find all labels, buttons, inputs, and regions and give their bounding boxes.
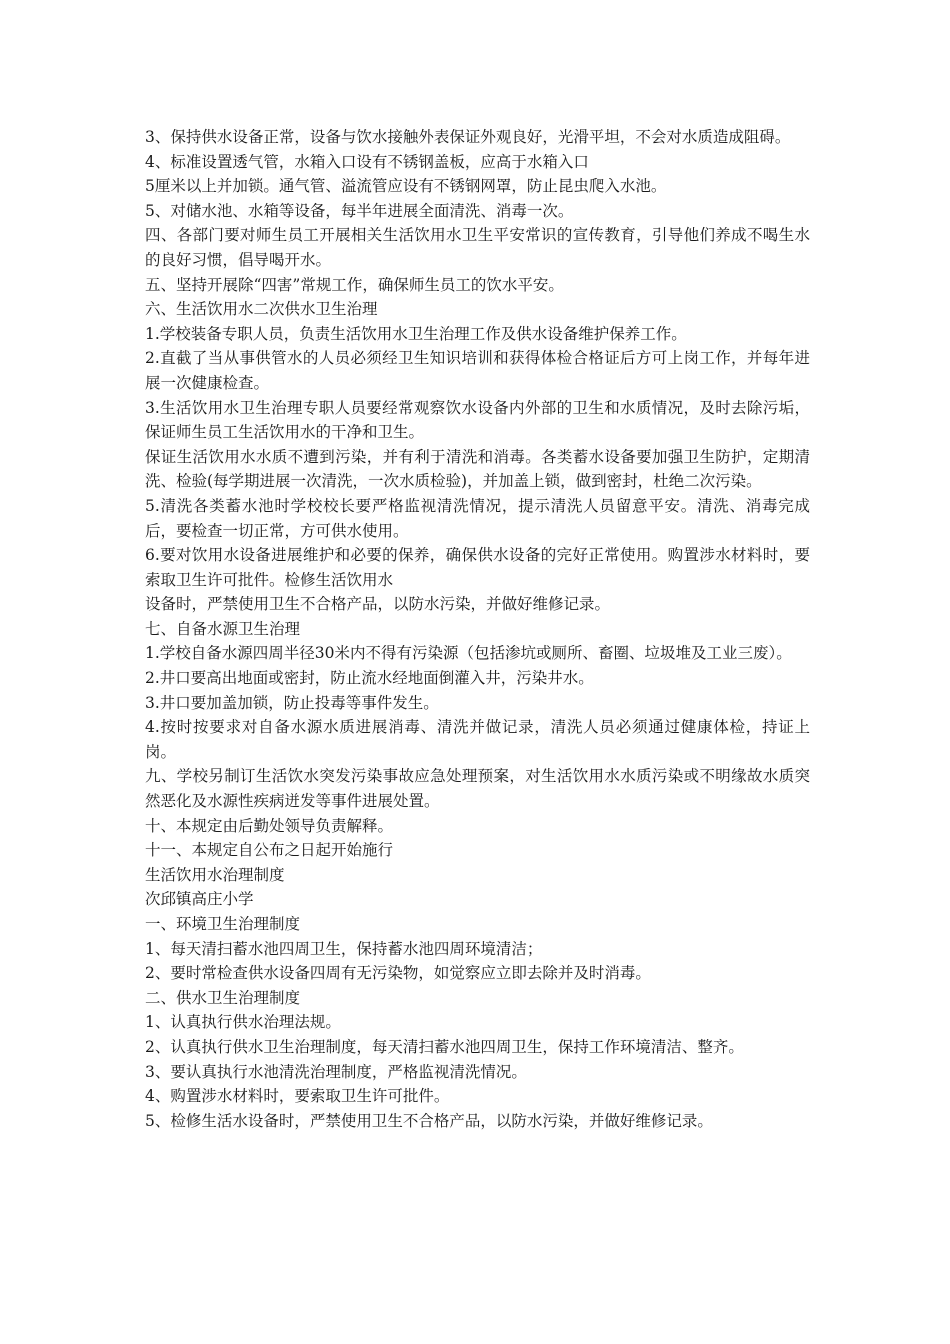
paragraph: 2、要时常检查供水设备四周有无污染物，如觉察应立即去除并及时消毒。 [145,964,651,983]
paragraph: 设备时，严禁使用卫生不合格产品，以防水污染，并做好维修记录。 [145,595,611,614]
section-heading: 二、供水卫生治理制度 [145,988,301,1007]
paragraph: 1.学校装备专职人员，负责生活饮用水卫生治理工作及供水设备维护保养工作。 [145,324,687,343]
section-heading: 七、自备水源卫生治理 [145,619,301,638]
paragraph: 1、认真执行供水治理法规。 [145,1013,341,1032]
paragraph: 5.清洗各类蓄水池时学校校长要严格监视清洗情况，提示清洗人员留意平安。清洗、消毒完成后，要检查一切正常，方可供水使用。 [145,496,810,540]
section-heading: 一、环境卫生治理制度 [145,915,301,933]
paragraph: 1.学校自备水源四周半径30米内不得有污染源（包括渗坑或厕所、畜圈、垃圾堆及工业三废）。 [145,644,792,663]
paragraph: 十、本规定由后勤处领导负责解释。 [145,816,394,835]
paragraph: 5厘米以上并加锁。通气管、溢流管应设有不锈钢网罩，防止昆虫爬入水池。 [145,177,667,196]
paragraph: 保证生活饮用水水质不遭到污染，并有利于清洗和消毒。各类蓄水设备要加强卫生防护，定期清洗、检验(每学期进展一次清洗，一次水质检验)，并加盖上锁，做到密封，杜绝二次污染。 [145,447,810,491]
paragraph: 九、学校另制订生活饮水突发污染事故应急处理预案，对生活饮用水水质污染或不明缘故水质突然恶化及水源性疾病迸发等事件进展处置。 [145,767,810,811]
paragraph: 4、购置涉水材料时，要索取卫生许可批件。 [145,1087,450,1106]
paragraph: 四、各部门要对师生员工开展相关生活饮用水卫生平安常识的宣传教育，引导他们养成不喝生水的良好习惯，倡导喝开水。 [145,226,810,269]
section-heading: 六、生活饮用水二次供水卫生治理 [145,300,378,319]
paragraph: 五、坚持开展除“四害”常规工作，确保师生员工的饮水平安。 [145,275,564,294]
paragraph: 3.生活饮用水卫生治理专职人员要经常观察饮水设备内外部的卫生和水质情况，及时去除污垢，保证师生员工生活饮用水的干净和卫生。 [145,398,810,442]
document-page [145,125,810,1133]
paragraph: 3、保持供水设备正常，设备与饮水接触外表保证外观良好，光滑平坦，不会对水质造成阻碍。 [145,128,791,146]
paragraph: 2.直截了当从事供管水的人员必须经卫生知识培训和获得体检合格证后方可上岗工作，并每年进展一次健康检查。 [145,349,810,392]
paragraph: 5、对储水池、水箱等设备，每半年进展全面清洗、消毒一次。 [145,201,574,220]
paragraph: 4、标准设置透气管，水箱入口设有不锈钢盖板，应高于水箱入口 [145,152,589,171]
document-title: 生活饮用水治理制度 [145,865,285,884]
paragraph: 6.要对饮用水设备进展维护和必要的保养，确保供水设备的完好正常使用。购置涉水材料时，要索取卫生许可批件。检修生活饮用水 [145,546,810,589]
paragraph: 1、每天清扫蓄水池四周卫生，保持蓄水池四周环境清洁； [145,939,543,958]
paragraph: 3、要认真执行水池清洗治理制度，严格监视清洗情况。 [145,1062,527,1081]
school-name: 次邱镇高庄小学 [145,890,254,909]
paragraph: 十一、本规定自公布之日起开始施行 [145,841,394,860]
paragraph: 3.井口要加盖加锁，防止投毒等事件发生。 [145,693,439,712]
paragraph: 2.井口要高出地面或密封，防止流水经地面倒灌入井，污染井水。 [145,669,594,688]
paragraph: 4.按时按要求对自备水源水质进展消毒、清洗并做记录，清洗人员必须通过健康体检，持证上岗。 [145,718,810,761]
paragraph: 2、认真执行供水卫生治理制度，每天清扫蓄水池四周卫生，保持工作环境清洁、整齐。 [145,1037,744,1056]
paragraph: 5、检修生活水设备时，严禁使用卫生不合格产品，以防水污染，并做好维修记录。 [145,1111,713,1130]
